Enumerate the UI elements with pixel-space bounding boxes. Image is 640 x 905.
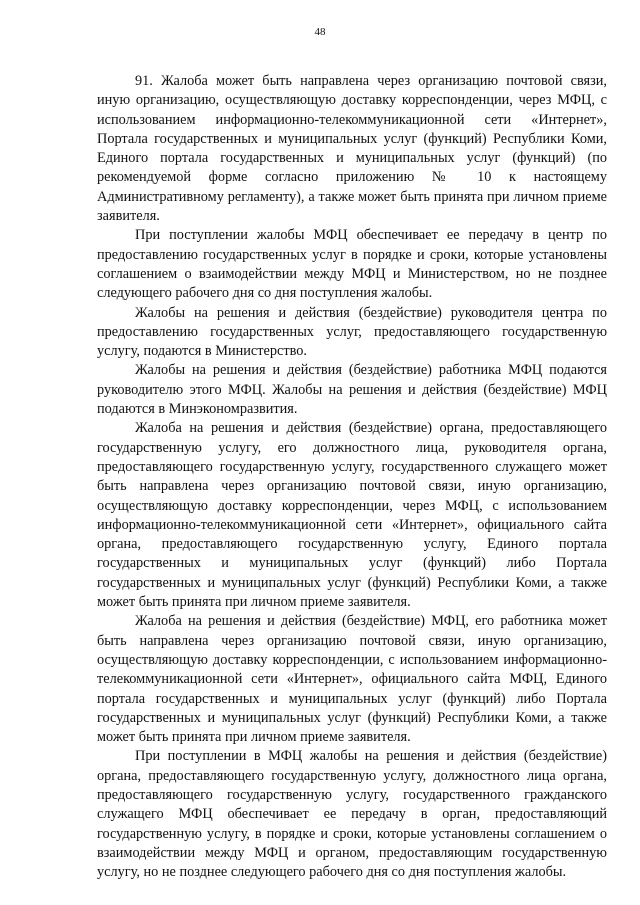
page-number: 48	[314, 26, 326, 38]
paragraph-authority-complaints: Жалоба на решения и действия (бездействие) органа, предоставляющего государственную услугу, его должностного лица, руководителя органа, предоставляющего государственную услугу, государственного служащего может быть направлена через организацию почтовой связи, иную организацию, осуществляющую доставку корреспонденции, через МФЦ, с использованием информационно-телекоммуникационной сети «Интернет», официального сайта органа, предоставляющего государственную услугу, Единого портала государственных и муниципальных услуг (функций) либо Портала государственных и муниципальных услуг (функций) Республики Коми, а также может быть принята при личном приеме заявителя.	[97, 420, 607, 611]
paragraph-mfc-worker-complaints: Жалобы на решения и действия (бездействие) работника МФЦ подаются руководителю этого МФЦ. Жалобы на решения и действия (бездействие) МФЦ подаются в Минэкономразвития.	[97, 362, 607, 418]
paragraph-mfc-received-complaints: При поступлении в МФЦ жалобы на решения и действия (бездействие) органа, предоставляющего государственную услугу, должностного лица органа, предоставляющего государственную услугу, государственного гражданского служащего МФЦ обеспечивает ее передачу в орган, предоставляющий государственную услугу, в порядке и сроки, которые установлены соглашением о взаимодействии между МФЦ и органом, предоставляющим государственную услугу, но не позднее следующего рабочего дня со дня поступления жалобы.	[97, 748, 607, 881]
document-body	[97, 72, 607, 882]
paragraph-mfc-complaints: Жалоба на решения и действия (бездействие) МФЦ, его работника может быть направлена через организацию почтовой связи, иную организацию, осуществляющую доставку корреспонденции, с использованием информационно-телекоммуникационной сети «Интернет», официального сайта МФЦ, Единого портала государственных и муниципальных услуг (функций) либо Портала государственных и муниципальных услуг (функций) Республики Коми, а также может быть принята при личном приеме заявителя.	[97, 613, 607, 746]
paragraph-mfc-forwarding: При поступлении жалобы МФЦ обеспечивает ее передачу в центр по предоставлению государственных услуг в порядке и сроки, которые установлены соглашением о взаимодействии между МФЦ и Министерством, но не позднее следующего рабочего дня со дня поступления жалобы.	[97, 227, 607, 302]
paragraph-91-complaint-channels: 91. Жалоба может быть направлена через организацию почтовой связи, иную организацию, осуществляющую доставку корреспонденции, через МФЦ, с использованием информационно-телекоммуникационной сети «Интернет», Портала государственных и муниципальных услуг (функций) Республики Коми, Единого портала государственных и муниципальных услуг (функций) (по рекомендуемой форме согласно приложению № 10 к настоящему Административному регламенту), а также может быть принята при личном приеме заявителя.	[97, 73, 607, 225]
paragraph-center-head-complaints: Жалобы на решения и действия (бездействие) руководителя центра по предоставлению государственных услуг, предоставляющего государственную услугу, подаются в Министерство.	[97, 304, 607, 360]
